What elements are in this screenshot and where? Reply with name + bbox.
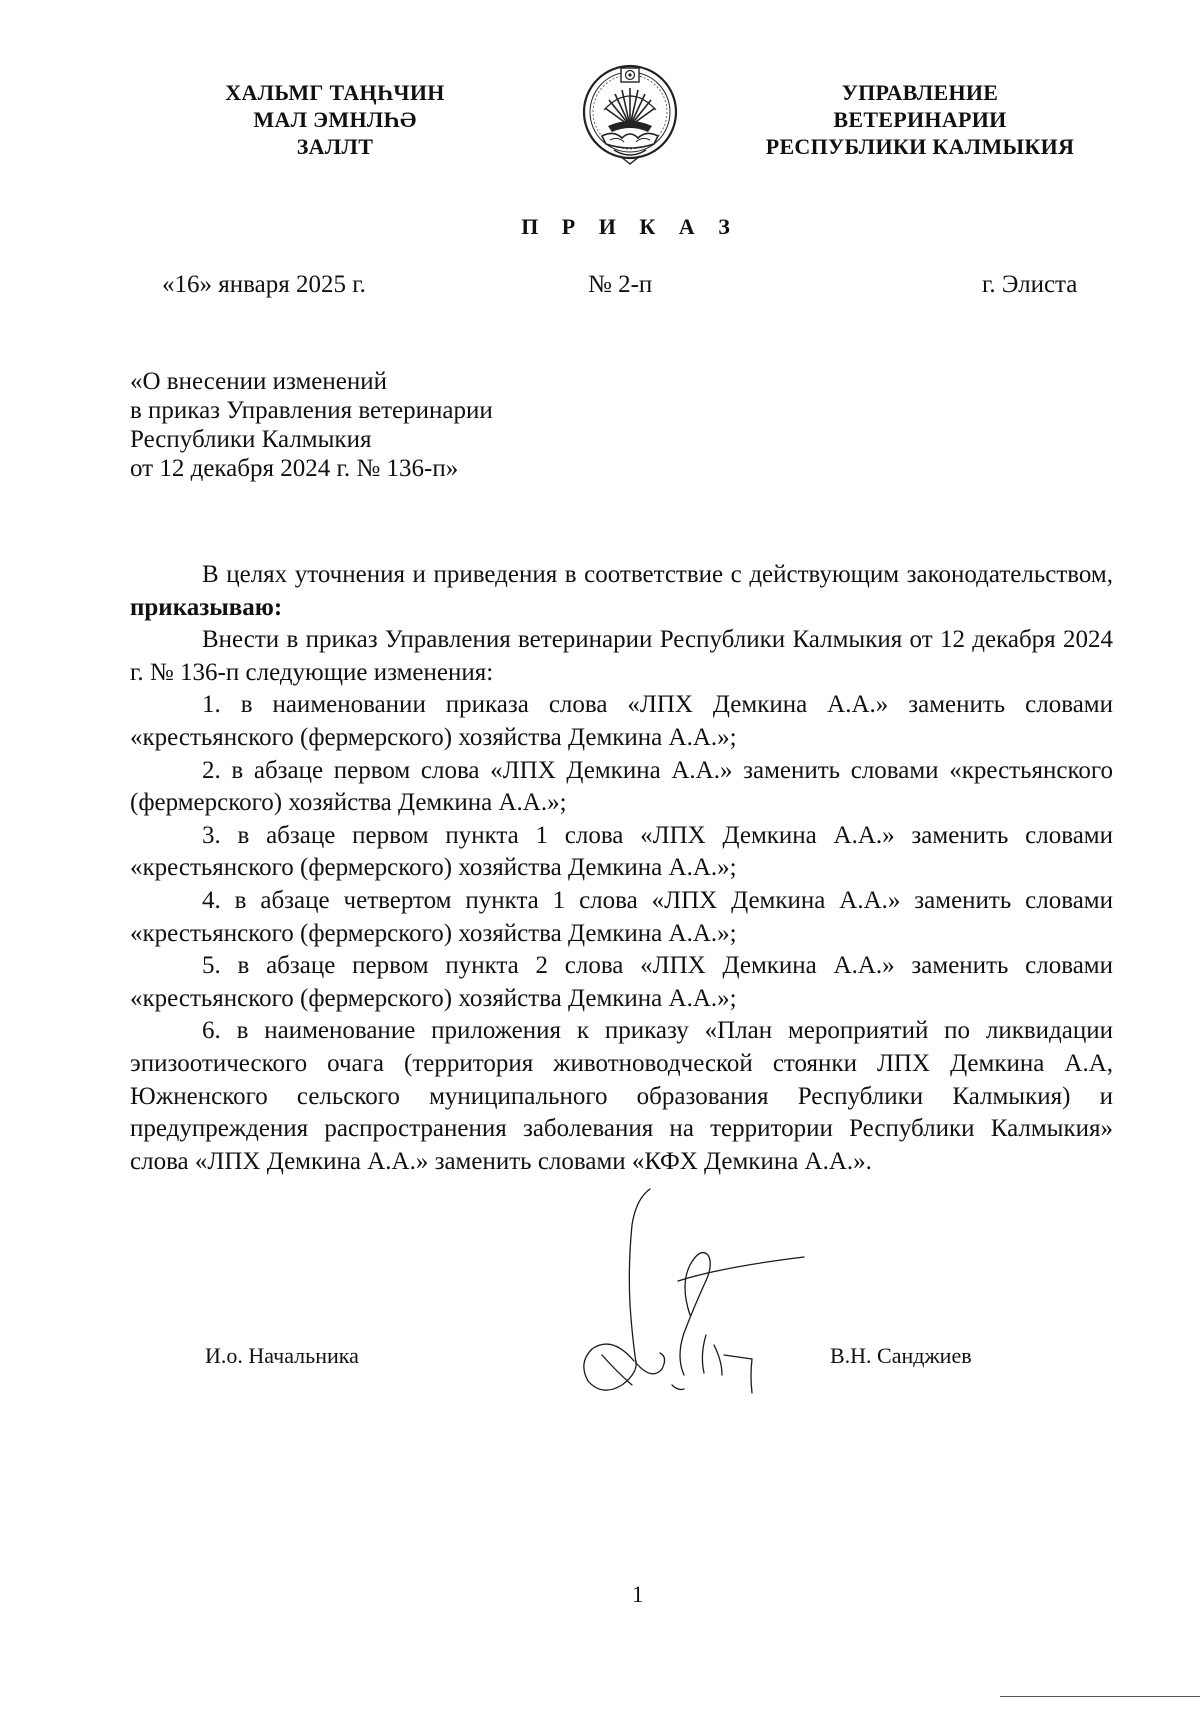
header-right-line: ВЕТЕРИНАРИИ — [833, 107, 1007, 132]
change-item-2: 2. в абзаце первом слова «ЛПХ Демкина А.А.» заменить словами «крестьянского (фермерского) хозяйства Демкина А.А.»; — [130, 756, 1113, 817]
subject-line: в приказ Управления ветеринарии — [130, 397, 493, 424]
change-item-4: 4. в абзаце четвертом пункта 1 слова «ЛПХ Демкина А.А.» заменить словами «крестьянского (фермерского) хозяйства Демкина А.А.»; — [130, 886, 1113, 947]
subject-line: от 12 декабря 2024 г. № 136-п» — [130, 455, 459, 482]
document-title: П Р И К А З — [521, 214, 739, 239]
bottom-rule — [1000, 1696, 1200, 1697]
signer-role: И.о. Начальника — [205, 1343, 359, 1368]
intro-paragraph — [130, 559, 1113, 624]
header-left-organization — [175, 79, 495, 160]
subject-line: Республики Калмыкия — [130, 426, 372, 453]
change-item-5: 5. в абзаце первом пункта 2 слова «ЛПХ Демкина А.А.» заменить словами «крестьянского (фермерского) хозяйства Демкина А.А.»; — [130, 952, 1113, 1012]
header-right-organization — [730, 79, 1110, 160]
header-left-line: МАЛ ЭМНЛҺӘ — [253, 107, 417, 132]
header-left-line: ЗАЛЛТ — [296, 134, 374, 159]
header-right-line: УПРАВЛЕНИЕ — [841, 80, 999, 105]
order-word: приказываю: — [130, 593, 283, 621]
change-item-6: 6. в наименование приложения к приказу «План мероприятий по ликвидации эпизоотического очага (территория животноводческой стоянки ЛПХ Демкина А.А, Южненского сельского муниципального образования Республики Калмыкия) и предупреждения распространения заболевания на территории Республики Калмыкия» слова «ЛПХ Демкина А.А.» заменить словами «КФХ Демкина А.А.». — [130, 1017, 1113, 1175]
order-subject — [130, 367, 493, 483]
lead-paragraph: Внести в приказ Управления ветеринарии Республики Калмыкия от 12 декабря 2024 г. № 136-п следующие изменения: — [130, 626, 1113, 686]
change-item-1: 1. в наименовании приказа слова «ЛПХ Демкина А.А.» заменить словами «крестьянского (фермерского) хозяйства Демкина А.А.»; — [130, 691, 1113, 751]
header-left-line: ХАЛЬМГ ТАҢҺЧИН — [225, 80, 445, 105]
republic-emblem-icon — [578, 60, 682, 170]
header-right-line: РЕСПУБЛИКИ КАЛМЫКИЯ — [765, 134, 1075, 159]
signer-name: В.Н. Санджиев — [830, 1343, 972, 1368]
intro-text: В целях уточнения и приведения в соответствие с действующим законодательством, — [202, 561, 1113, 588]
order-city: г. Элиста — [982, 271, 1078, 298]
change-item-3: 3. в абзаце первом пункта 1 слова «ЛПХ Демкина А.А.» заменить словами «крестьянского (фермерского) хозяйства Демкина А.А.»; — [130, 821, 1113, 882]
handwritten-signature — [572, 1185, 812, 1420]
subject-line: «О внесении изменений — [130, 368, 388, 395]
order-number: № 2-п — [588, 271, 653, 298]
page-number: 1 — [632, 1582, 644, 1607]
order-date: «16» января 2025 г. — [162, 271, 366, 298]
order-body — [130, 559, 1113, 1178]
